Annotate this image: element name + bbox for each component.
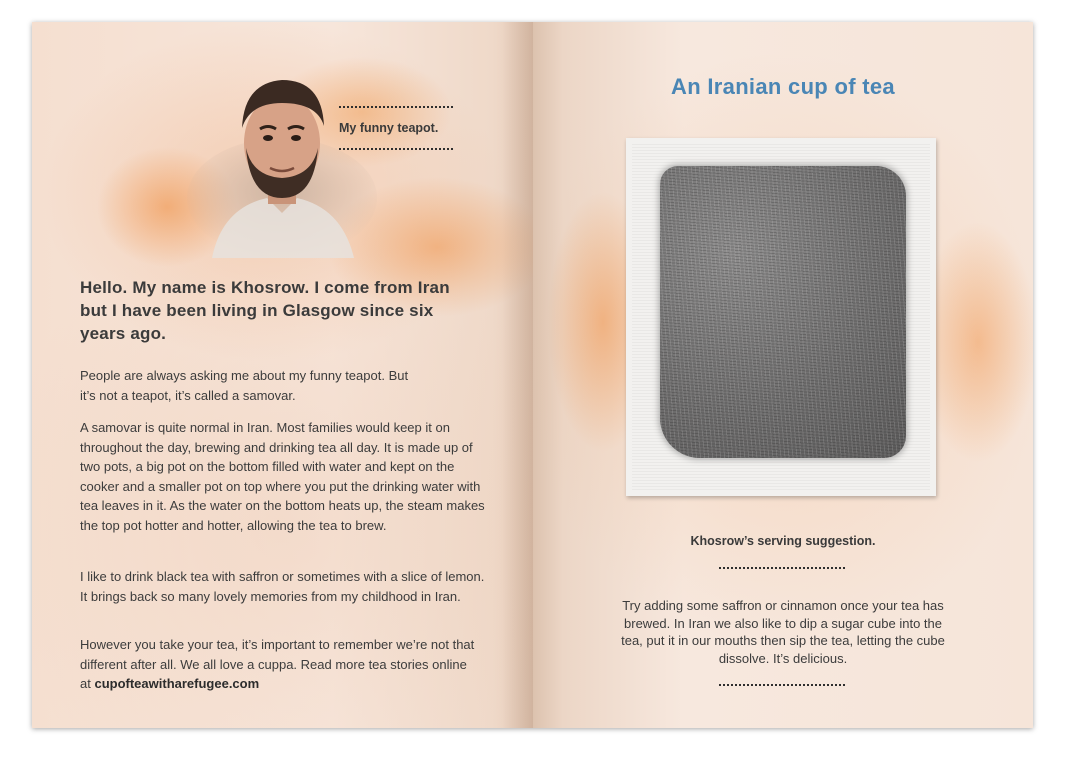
paragraph-3-text: I like to drink black tea with saffron or sometimes with a slice of lemon. It brings back so many lovely memories from my childhood in Iran.: [80, 569, 485, 604]
tea-leaves: [660, 166, 906, 458]
paragraph-4: [80, 635, 475, 694]
website-link[interactable]: cupofteawitharefugee.com: [94, 676, 260, 691]
paragraph-2-text: A samovar is quite normal in Iran. Most families would keep it on throughout the day, brewing and drinking tea all day. It is made up of two pots, a big pot on the bottom filled with water and kept on the cooker and a smaller pot on top where you put the drinking water with tea leaves in it. As the water on the bottom heats up, the steam makes the top pot hotter and hotter, allowing the tea to brew.: [80, 420, 485, 533]
photo-caption: My funny teapot.: [339, 121, 439, 135]
paragraph-3: [80, 567, 485, 606]
serving-suggestion-text: Try adding some saffron or cinnamon once your tea has brewed. In Iran we also like to dip a sugar cube into the tea, put it in our mouths then sip the tea, letting the cube dissolve. It’s delicious.: [621, 598, 945, 666]
paragraph-2: [80, 418, 490, 535]
left-page: [32, 22, 533, 728]
suggestion-rule-bottom: [719, 684, 845, 686]
portrait-photo: [182, 48, 382, 258]
paragraph-1: [80, 366, 500, 405]
suggestion-rule-top: [719, 567, 845, 569]
paragraph-1-text: People are always asking me about my funny teapot. But it’s not a teapot, it’s called a samovar.: [80, 368, 409, 403]
page-title: An Iranian cup of tea: [671, 74, 895, 99]
intro-heading: Hello. My name is Khosrow. I come from Iran but I have been living in Glasgow since six years ago.: [80, 278, 450, 343]
closing-text: However you take your tea, it’s important to remember we’re not that different after all. We all love a cuppa. Read more tea stories online at: [80, 637, 475, 691]
right-page: [533, 22, 1033, 728]
caption-rule-bottom: [339, 148, 453, 150]
serving-caption: Khosrow’s serving suggestion.: [690, 534, 876, 548]
caption-rule-top: [339, 106, 453, 108]
booklet-spread: [32, 22, 1033, 728]
teabag-photo: [626, 138, 936, 496]
